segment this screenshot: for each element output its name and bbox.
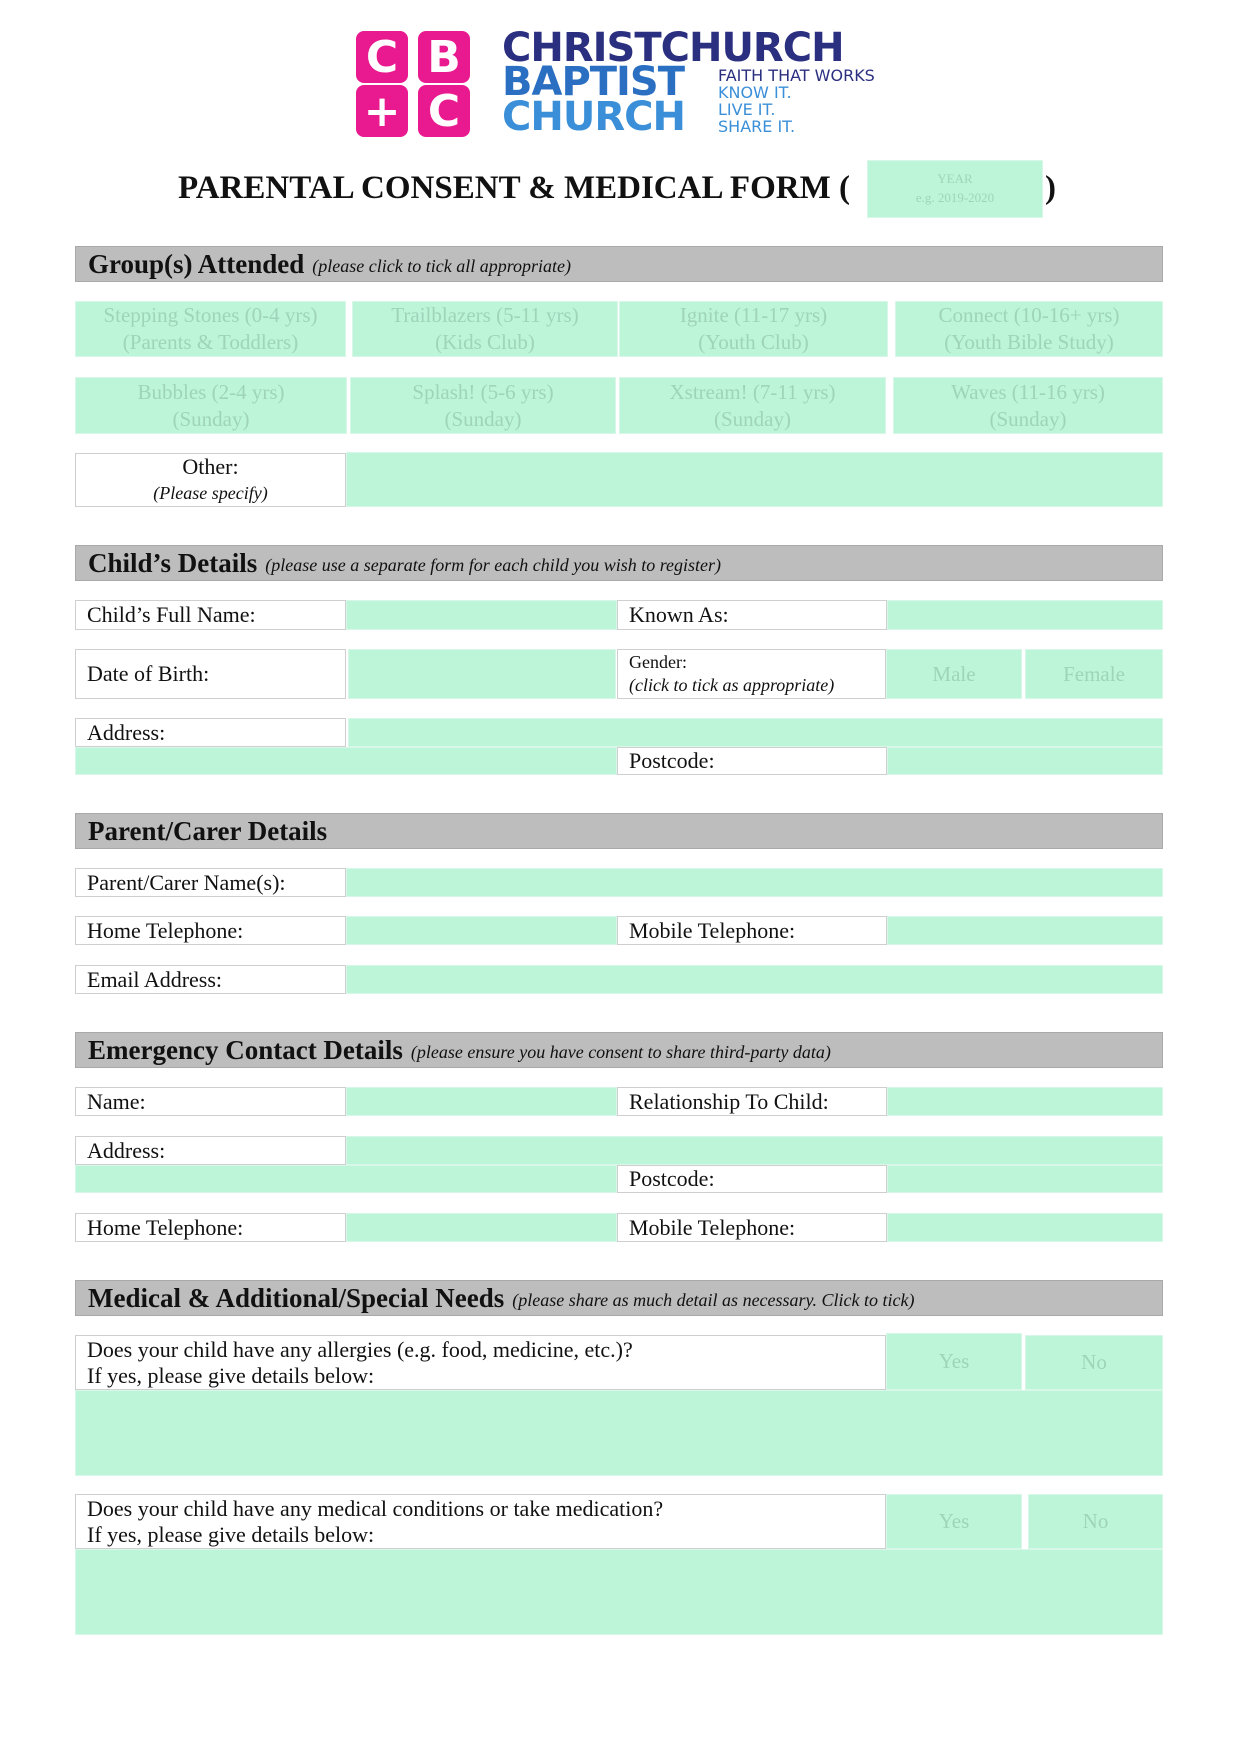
emergency-name-label: Name: <box>75 1087 346 1116</box>
allergies-yes-checkbox[interactable] <box>886 1333 1022 1390</box>
known-as-input[interactable] <box>887 600 1163 630</box>
gender-label-note: (click to tick as appropriate) <box>629 675 835 695</box>
parent-email-label: Email Address: <box>75 965 346 994</box>
church-logo <box>356 25 886 140</box>
group-label: Ignite (11-17 yrs) <box>679 303 828 327</box>
allergies-question <box>75 1335 886 1390</box>
parent-mobile-tel-input[interactable] <box>887 916 1163 945</box>
group-label: Waves (11-16 yrs) <box>951 379 1105 404</box>
medication-details-input[interactable] <box>75 1549 1163 1635</box>
other-group-label <box>75 453 346 507</box>
group-sublabel: (Sunday) <box>989 406 1067 431</box>
allergies-details-input[interactable] <box>75 1390 1163 1476</box>
form-title-close: ) <box>1045 170 1056 206</box>
gender-male-label: Male <box>932 661 976 686</box>
section-bar-emergency <box>75 1032 1163 1068</box>
section-bar-child <box>75 545 1163 581</box>
child-full-name-input[interactable] <box>346 600 617 630</box>
section-title-groups: Group(s) Attended <box>88 248 305 279</box>
gender-female-checkbox[interactable] <box>1025 649 1163 699</box>
group-checkbox-waves[interactable] <box>893 377 1163 434</box>
other-label-text: Other: <box>182 454 239 479</box>
emergency-name-input[interactable] <box>346 1087 617 1116</box>
emergency-home-tel-label: Home Telephone: <box>75 1213 346 1242</box>
emergency-address-input-line2[interactable] <box>75 1165 617 1193</box>
child-postcode-label: Postcode: <box>617 747 887 775</box>
form-title-text: PARENTAL CONSENT & MEDICAL FORM ( <box>178 170 850 206</box>
year-placeholder-line2: e.g. 2019-2020 <box>915 190 995 205</box>
group-sublabel: (Youth Club) <box>698 330 809 354</box>
other-group-input[interactable] <box>346 452 1163 507</box>
group-label: Stepping Stones (0-4 yrs) <box>103 303 318 327</box>
emergency-relationship-input[interactable] <box>887 1087 1163 1116</box>
child-address-input-line2[interactable] <box>75 747 617 775</box>
year-field[interactable] <box>867 160 1043 218</box>
logo-tile-b: B <box>418 31 470 83</box>
logo-tagline-4: SHARE IT. <box>718 117 796 136</box>
gender-female-label: Female <box>1063 661 1125 686</box>
logo-tagline-2: KNOW IT. <box>718 83 792 102</box>
parent-names-label: Parent/Carer Name(s): <box>75 868 346 897</box>
logo-tile-cross-icon: + <box>356 85 408 137</box>
allergies-no-label: No <box>1081 1350 1107 1374</box>
parent-home-tel-input[interactable] <box>346 916 617 945</box>
medication-yes-checkbox[interactable] <box>886 1494 1022 1549</box>
group-label: Xstream! (7-11 yrs) <box>669 379 836 404</box>
emergency-relationship-label: Relationship To Child: <box>617 1087 887 1116</box>
emergency-address-input-line1[interactable] <box>346 1136 1163 1165</box>
group-sublabel: (Sunday) <box>714 406 791 431</box>
group-sublabel: (Youth Bible Study) <box>944 330 1114 354</box>
section-title-emergency: Emergency Contact Details <box>88 1034 403 1065</box>
group-label: Splash! (5-6 yrs) <box>412 379 554 404</box>
child-full-name-label: Child’s Full Name: <box>75 600 346 630</box>
group-sublabel: (Sunday) <box>172 406 250 431</box>
emergency-postcode-input[interactable] <box>887 1165 1163 1193</box>
parent-email-input[interactable] <box>346 965 1163 994</box>
emergency-postcode-label: Postcode: <box>617 1165 887 1193</box>
logo-tagline-1: FAITH THAT WORKS <box>718 66 875 85</box>
logo-church-name-3: CHURCH <box>502 94 685 140</box>
year-placeholder-line1: YEAR <box>937 171 973 186</box>
group-label: Bubbles (2-4 yrs) <box>137 379 285 404</box>
group-sublabel: (Sunday) <box>444 406 522 431</box>
group-checkbox-ignite[interactable] <box>619 301 888 357</box>
allergies-question-line1: Does your child have any allergies (e.g. food, medicine, etc.)? <box>87 1336 633 1362</box>
section-note-emergency: (please ensure you have consent to share third-party data) <box>410 1042 831 1062</box>
parent-mobile-tel-label: Mobile Telephone: <box>617 916 887 945</box>
section-title-parent: Parent/Carer Details <box>88 815 328 846</box>
dob-input[interactable] <box>348 649 616 699</box>
group-label: Connect (10-16+ yrs) <box>938 303 1120 327</box>
section-title-medical: Medical & Additional/Special Needs <box>88 1282 505 1313</box>
medication-question-line1: Does your child have any medical conditions or take medication? <box>87 1495 664 1521</box>
known-as-label: Known As: <box>617 600 887 630</box>
logo-tagline-3: LIVE IT. <box>718 100 776 119</box>
child-address-input-line1[interactable] <box>348 718 1163 747</box>
child-address-label: Address: <box>75 718 346 747</box>
group-sublabel: (Kids Club) <box>435 330 535 354</box>
allergies-no-checkbox[interactable] <box>1025 1335 1163 1390</box>
logo-tile-c: C <box>356 31 408 83</box>
medication-question <box>75 1494 886 1549</box>
section-bar-parent <box>75 813 1163 849</box>
medication-question-line2: If yes, please give details below: <box>87 1521 375 1547</box>
emergency-mobile-tel-label: Mobile Telephone: <box>617 1213 887 1242</box>
group-sublabel: (Parents & Toddlers) <box>122 330 299 354</box>
emergency-mobile-tel-input[interactable] <box>887 1213 1163 1242</box>
allergies-yes-label: Yes <box>938 1349 970 1373</box>
group-checkbox-xstream[interactable] <box>619 377 886 434</box>
group-checkbox-trailblazers[interactable] <box>352 301 618 357</box>
section-note-child: (please use a separate form for each child you wish to register) <box>265 555 722 575</box>
other-label-note: (Please specify) <box>153 483 268 503</box>
logo-church-name-1: CHRISTCHURCH <box>502 25 844 71</box>
group-checkbox-bubbles[interactable] <box>75 377 347 434</box>
parent-home-tel-label: Home Telephone: <box>75 916 346 945</box>
medication-no-checkbox[interactable] <box>1028 1494 1163 1549</box>
allergies-question-line2: If yes, please give details below: <box>87 1362 375 1388</box>
section-note-medical: (please share as much detail as necessary. Click to tick) <box>512 1290 915 1310</box>
gender-label <box>617 649 886 699</box>
section-bar-groups <box>75 246 1163 282</box>
form-title <box>178 170 850 214</box>
logo-tile-c2: C <box>418 85 470 137</box>
emergency-home-tel-input[interactable] <box>346 1213 617 1242</box>
section-bar-medical <box>75 1280 1163 1316</box>
section-note-groups: (please click to tick all appropriate) <box>312 256 572 276</box>
group-checkbox-connect[interactable] <box>895 301 1163 357</box>
logo-church-name-2: BAPTIST <box>502 59 685 105</box>
child-postcode-input[interactable] <box>887 747 1163 775</box>
group-checkbox-splash[interactable] <box>350 377 616 434</box>
medication-yes-label: Yes <box>938 1509 970 1533</box>
gender-label-text: Gender: <box>629 652 687 672</box>
gender-male-checkbox[interactable] <box>886 649 1022 699</box>
group-checkbox-stepping-stones[interactable] <box>75 301 346 357</box>
dob-label: Date of Birth: <box>75 649 346 699</box>
group-label: Trailblazers (5-11 yrs) <box>391 303 579 327</box>
parent-names-input[interactable] <box>346 868 1163 897</box>
medication-no-label: No <box>1082 1509 1109 1533</box>
section-title-child: Child’s Details <box>88 547 258 578</box>
emergency-address-label: Address: <box>75 1136 346 1165</box>
